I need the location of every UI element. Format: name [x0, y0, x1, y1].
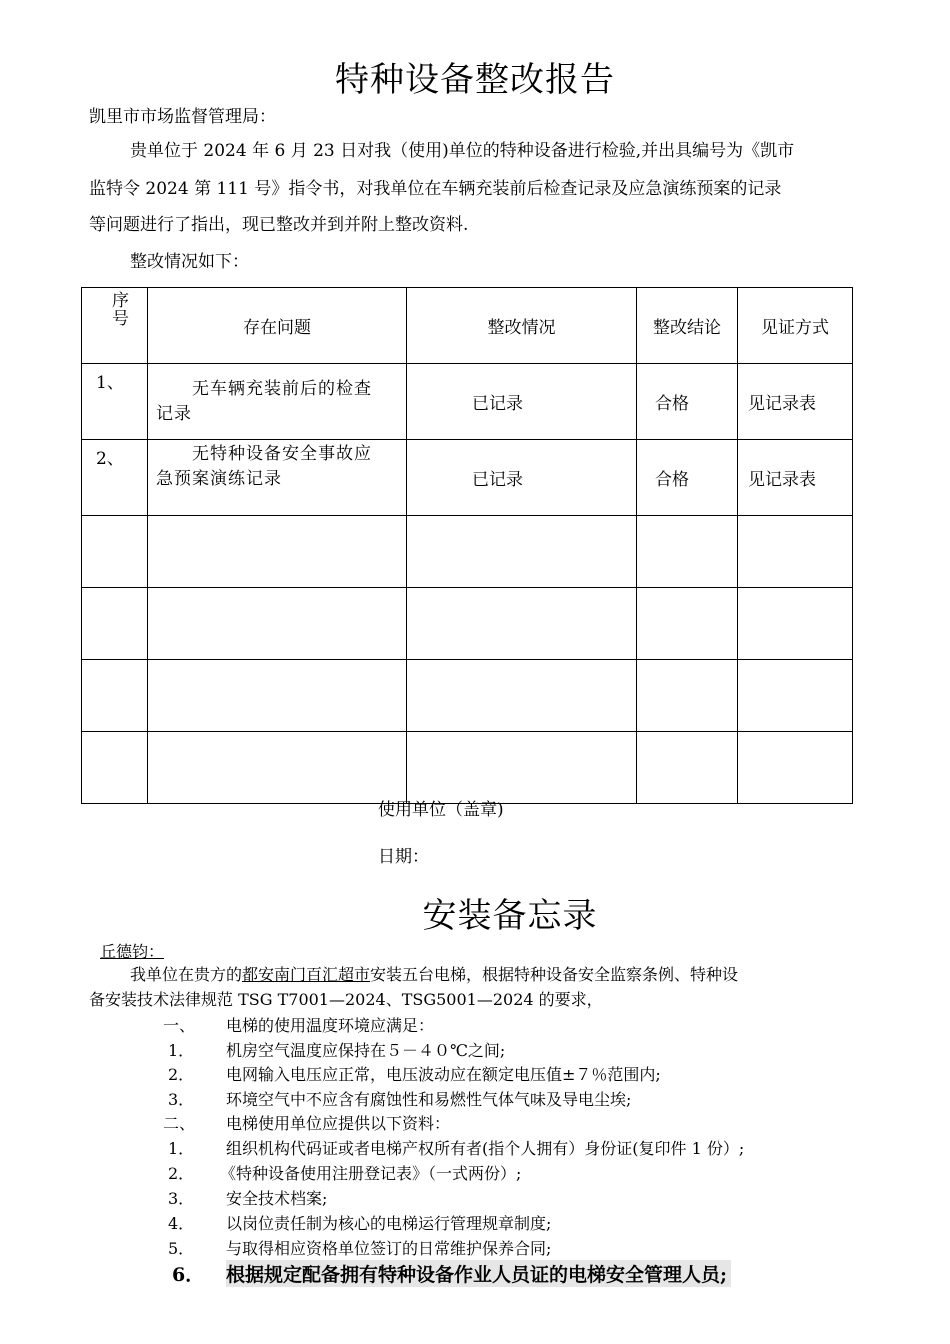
table-row	[82, 364, 853, 440]
row-status-text: 已记录	[472, 470, 523, 490]
row-status	[407, 440, 637, 516]
row-issue-line-1: 无车辆充装前后的检查	[192, 378, 372, 399]
list-item-number: 2．	[168, 1065, 195, 1084]
report-title: 特种设备整改报告	[335, 60, 615, 100]
section-2-number: 二、	[163, 1114, 196, 1133]
header-no-line-2: 号	[112, 309, 129, 329]
table-row-empty	[82, 732, 853, 804]
memo-para-post: 安装五台电梯，根据特种设备安全监察条例、特种设	[370, 965, 739, 984]
list-item: 环境空气中不应含有腐蚀性和易燃性气体气味及导电尘埃;	[226, 1090, 632, 1109]
row-evidence: 见记录表	[738, 440, 853, 516]
list-item-number: 2．	[168, 1164, 195, 1183]
table-row-empty	[82, 516, 853, 588]
report-paragraph-line-1: 贵单位于 2024 年 6 月 23 日对我（使用)单位的特种设备进行检验,并出具编号为《凯市	[130, 141, 795, 161]
list-item: 安全技术档案;	[226, 1189, 328, 1208]
report-intro: 整改情况如下：	[130, 252, 249, 272]
report-paragraph-line-2: 监特令 2024 第 111 号》指令书，对我单位在车辆充装前后检查记录及应急演练预案的记录	[89, 179, 782, 199]
list-item: 与取得相应资格单位签订的日常维护保养合同;	[226, 1239, 552, 1258]
rectification-table	[81, 287, 853, 804]
table-header-row	[82, 288, 853, 364]
row-conclusion: 合格	[637, 364, 738, 440]
row-no: 2、	[82, 440, 148, 516]
row-evidence: 见记录表	[738, 364, 853, 440]
row-status-text: 已记录	[472, 394, 523, 414]
header-no-line-1: 序	[112, 291, 129, 311]
list-item-number: 1．	[168, 1041, 195, 1060]
report-paragraph-line-3: 等问题进行了指出，现已整改并到并附上整改资料.	[89, 215, 469, 235]
memo-paragraph-line-1	[130, 962, 738, 985]
list-item: 电网输入电压应正常，电压波动应在额定电压值±７％范围内;	[226, 1065, 661, 1084]
list-item-number: 4．	[168, 1214, 195, 1233]
table-row-empty	[82, 660, 853, 732]
header-conclusion: 整改结论	[637, 288, 738, 364]
list-item-number-bold: 6．	[172, 1264, 205, 1286]
row-conclusion: 合格	[637, 440, 738, 516]
list-item-number: 5．	[168, 1239, 195, 1258]
row-issue	[148, 364, 407, 440]
header-status: 整改情况	[407, 288, 637, 364]
memo-addressee: 丘德钧：	[100, 942, 165, 961]
row-status	[407, 364, 637, 440]
memo-paragraph-line-2: 备安装技术法律规范 TSG T7001—2024、TSG5001—2024 的要求，	[89, 990, 603, 1009]
list-item-number: 3．	[168, 1189, 195, 1208]
date-label: 日期：	[378, 847, 429, 867]
row-no: 1、	[82, 364, 148, 440]
row-issue-line-2: 记录	[156, 403, 192, 424]
list-item: 机房空气温度应保持在５－４０℃之间;	[226, 1041, 506, 1060]
list-item-number: 1．	[168, 1139, 195, 1158]
section-1-heading: 电梯的使用温度环境应满足：	[226, 1016, 435, 1035]
stamp-label: 使用单位（盖章)	[378, 800, 504, 820]
memo-title: 安装备忘录	[422, 896, 598, 936]
list-item: 组织机构代码证或者电梯产权所有者(指个人拥有）身份证(复印件 1 份）;	[226, 1139, 745, 1158]
table-row	[82, 440, 853, 516]
row-issue-line-1: 无特种设备安全事故应	[192, 444, 372, 464]
list-item-bold: 根据规定配备拥有特种设备作业人员证的电梯安全管理人员;	[226, 1260, 731, 1287]
memo-site-name: 都安南门百汇超市	[242, 965, 371, 984]
list-item: 《特种设备使用注册登记表》（一式两份）;	[220, 1164, 522, 1183]
table-row-empty	[82, 588, 853, 660]
header-no	[82, 288, 148, 364]
section-2-heading: 电梯使用单位应提供以下资料：	[226, 1114, 451, 1133]
row-issue	[148, 440, 407, 516]
header-issue: 存在问题	[148, 288, 407, 364]
header-evidence: 见证方式	[738, 288, 853, 364]
list-item-number: 3．	[168, 1090, 195, 1109]
list-item: 以岗位责任制为核心的电梯运行管理规章制度;	[226, 1214, 552, 1233]
memo-para-pre: 我单位在贵方的	[130, 965, 243, 984]
section-1-number: 一、	[163, 1016, 196, 1035]
row-issue-line-2: 急预案演练记录	[156, 469, 282, 489]
report-addressee: 凯里市市场监督管理局：	[89, 107, 276, 127]
